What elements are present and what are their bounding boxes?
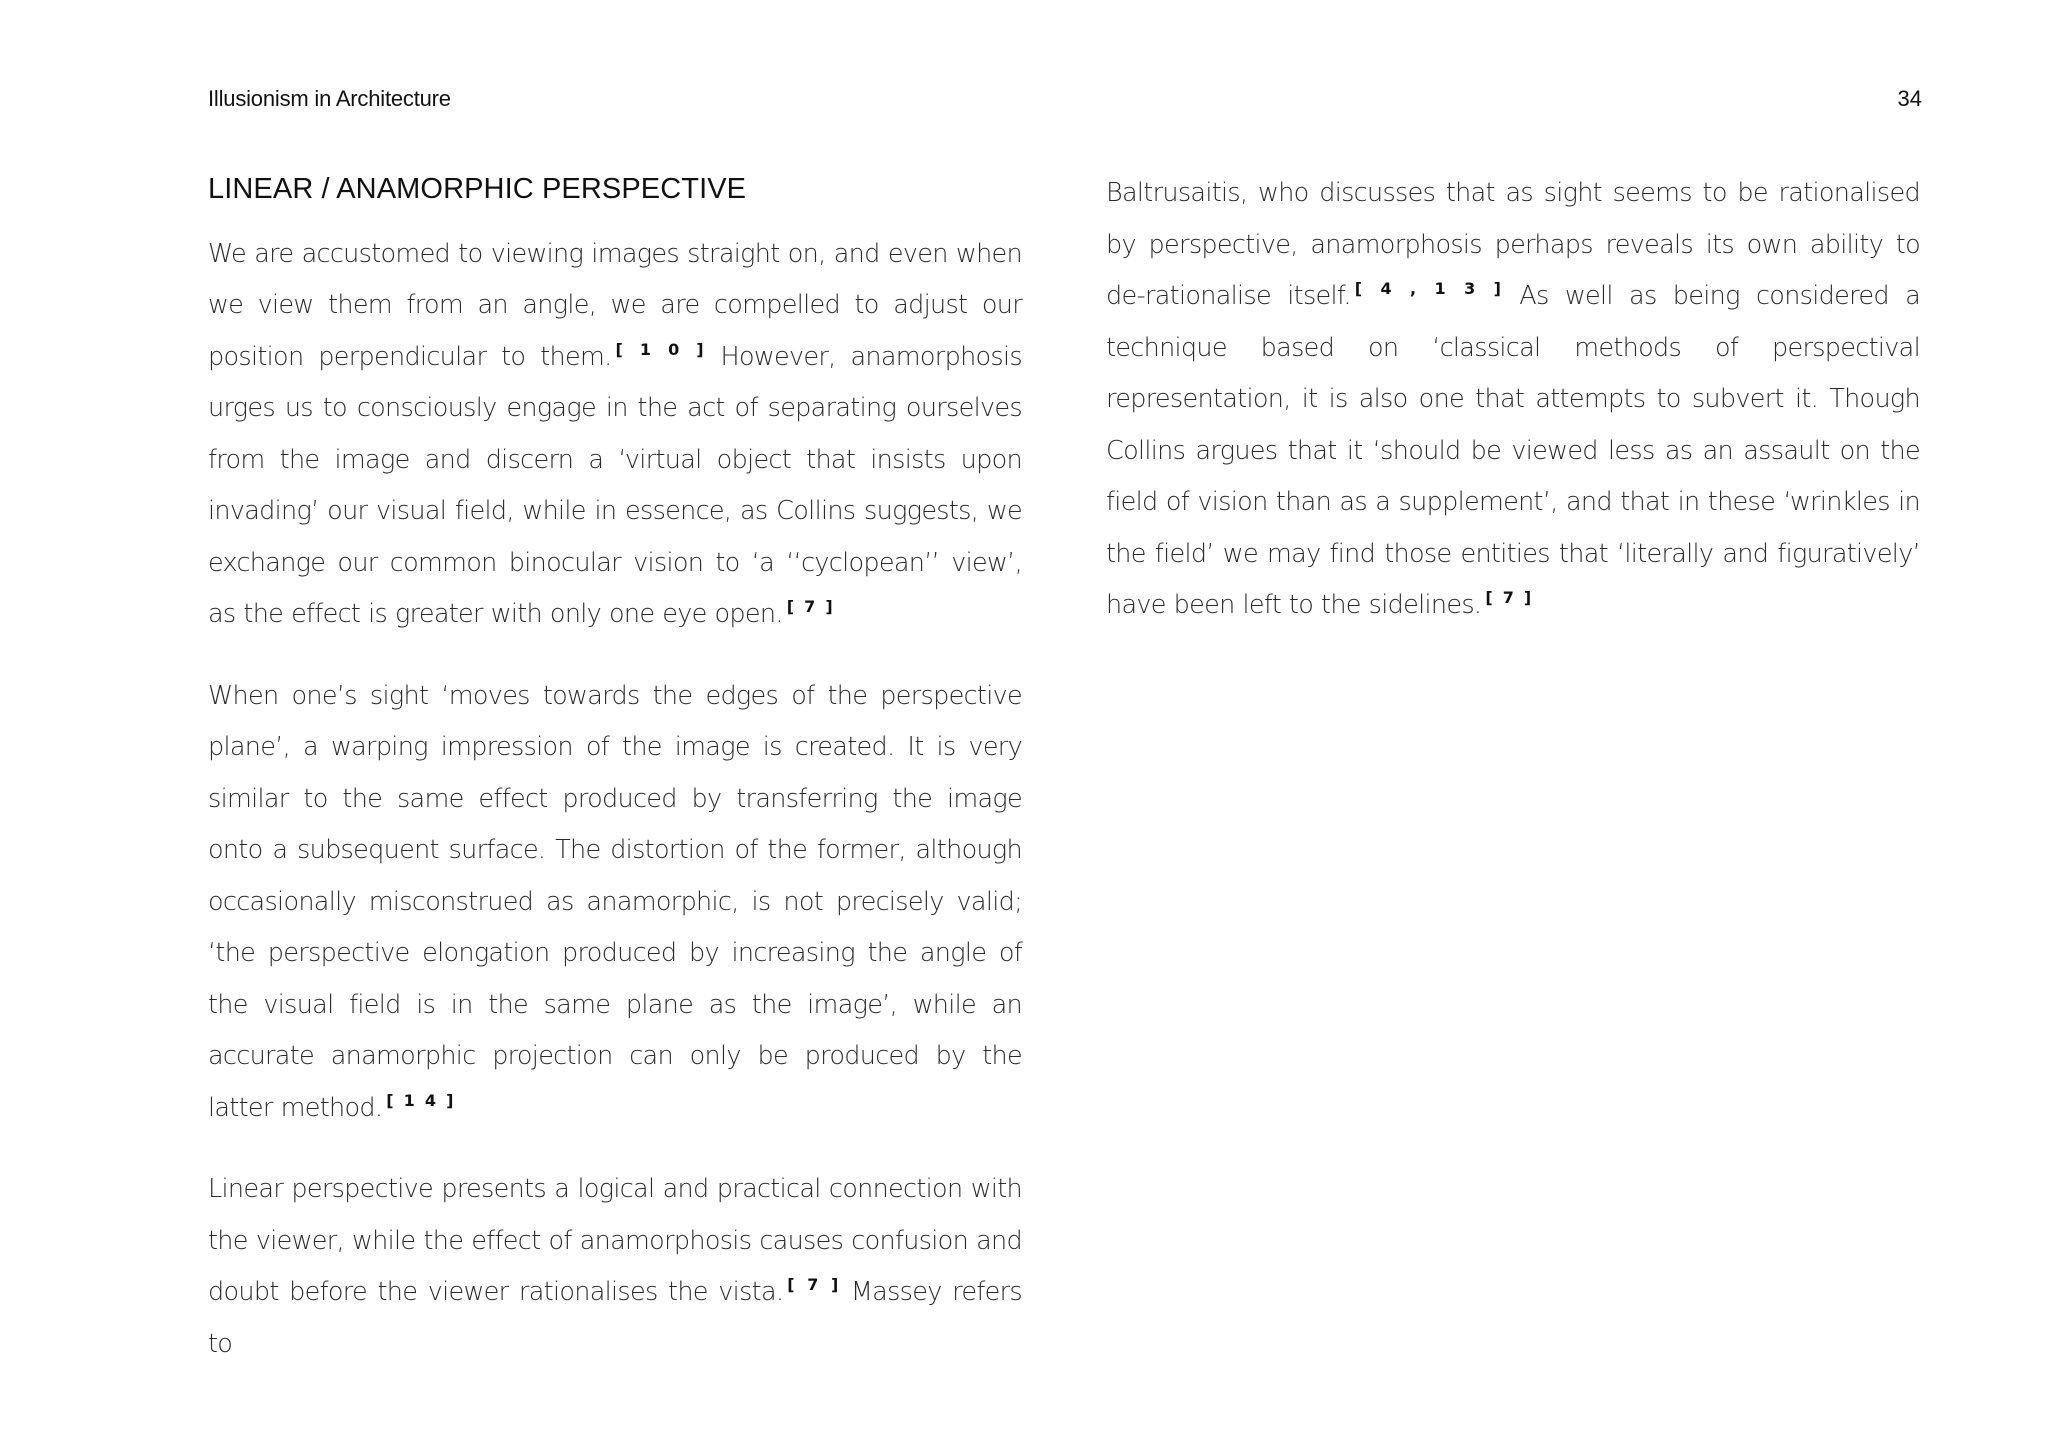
- paragraph-text: However, anamorphosis urges us to consciously engage in the act of separating ourselves from the image and discern a ‘virtual object that insists upon invading’ our visual field, while in essence, as Collins suggests, we exchange our common binocular vision to ‘a ‘‘cyclopean’’ view’, as the effect is greater with only one eye open.: [208, 341, 1022, 630]
- citation-marker: [ 7 ]: [1485, 588, 1534, 607]
- paragraph: [208, 229, 1022, 641]
- citation-marker: [ 1 0 ]: [615, 339, 706, 359]
- paragraph-text: Linear perspective presents a logical and practical connection with the viewer, while the effect of anamorphosis causes confusion and doubt before the viewer rationalises the vista.: [208, 1174, 1022, 1308]
- paragraph-text: Massey refers to: [208, 1277, 1022, 1359]
- right-column: [1106, 168, 1920, 662]
- citation-marker: [ 4 , 1 3 ]: [1354, 279, 1503, 298]
- paragraph-text: We are accustomed to viewing images straight on, and even when we view them from an angle, we are compelled to adjust our position perpendicular to them.: [208, 238, 1022, 372]
- paragraph: [208, 1164, 1022, 1370]
- paragraph-text: Baltrusaitis, who discusses that as sight seems to be rationalised by perspective, anamorphosis perhaps reveals its own ability to de-rationalise itself.: [1106, 178, 1920, 311]
- paragraph: [208, 671, 1022, 1135]
- section-heading: LINEAR / ANAMORPHIC PERSPECTIVE: [208, 173, 747, 205]
- paragraph-text: As well as being considered a technique based on ‘classical methods of perspectival representation, it is also one that attempts to subvert it. Though Collins argues that it ‘should be viewed less as an assault on the field of vision than as a supplement’, and that in these ‘wrinkles in the field’ we may find those entities that ‘literally and figuratively’ have been left to the sidelines.: [1106, 281, 1920, 620]
- page-number: 34: [1897, 86, 1922, 111]
- citation-marker: [ 7 ]: [786, 597, 835, 617]
- paragraph: [1106, 168, 1920, 632]
- paragraph-text: When one’s sight ‘moves towards the edges of the perspective plane’, a warping impression of the image is created. It is very similar to the same effect produced by transferring the image onto a subsequent surface. The distortion of the former, although occasionally misconstrued as anamorphic, is not precisely valid; ‘the perspective elongation produced by increasing the angle of the visual field is in the same plane as the image’, while an accurate anamorphic projection can only be produced by the latter method.: [208, 680, 1022, 1123]
- citation-marker: [ 1 4 ]: [386, 1090, 456, 1110]
- citation-marker: [ 7 ]: [787, 1275, 841, 1295]
- running-title: Illusionism in Architecture: [208, 86, 451, 111]
- left-column: [208, 168, 1022, 1400]
